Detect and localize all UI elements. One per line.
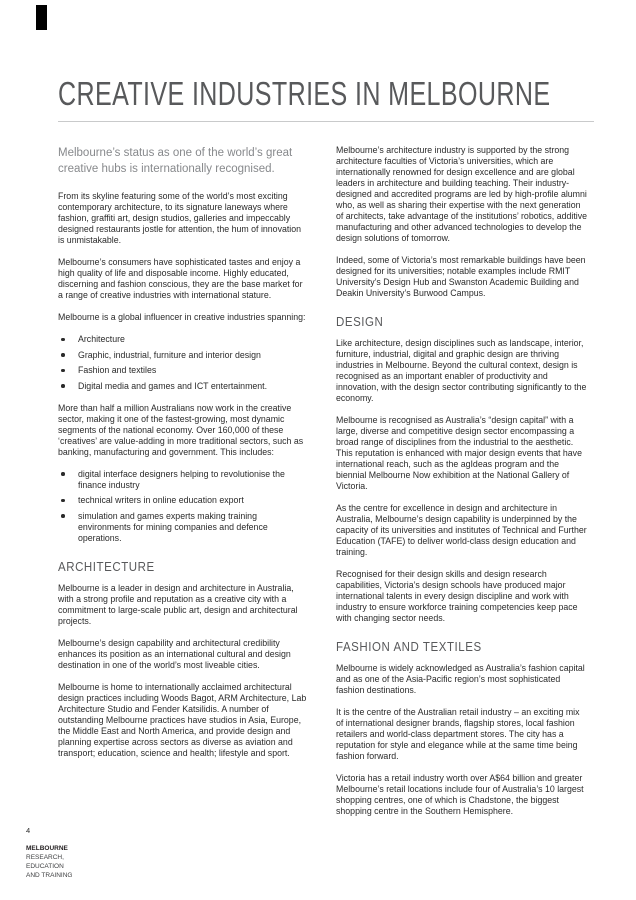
paragraph: More than half a million Australians now work in the creative sector, making it one of the fastest-growing, most dynamic segments of the national economy. Over 160,000 of these ‘creatives’ are value-adding in more traditional sectors, such as banking, manufacturing and government. This includes: bbox=[58, 402, 304, 457]
creatives-bullet-list bbox=[58, 469, 308, 544]
bullet-item: Digital media and games and ICT entertainment. bbox=[58, 381, 308, 392]
footer-brand-line: RESEARCH, bbox=[26, 854, 64, 861]
bullet-item: simulation and games experts making training environments for mining companies and defence operations. bbox=[58, 511, 308, 544]
section-heading-architecture: ARCHITECTURE bbox=[58, 559, 155, 574]
paragraph: Melbourne is home to internationally acclaimed architectural design practices including Woods Bagot, ARM Architecture, Lab Architecture Studio and Fender Katsilidis. A number of outstanding Melbourne practices have studios in Asia, Europe, the Middle East and North America, and provide design and planning expertise across sectors as diverse as aviation and transport; education, science and health; lifestyle and sport. bbox=[58, 681, 307, 758]
section-heading-fashion-textiles: FASHION AND TEXTILES bbox=[336, 640, 482, 654]
paragraph: Melbourne is widely acknowledged as Australia’s fashion capital and as one of the Asia-Pacific region’s most sophisticated fashion destinations. bbox=[336, 663, 585, 695]
footer-brand-line: EDUCATION bbox=[26, 863, 64, 870]
right-column bbox=[336, 145, 588, 828]
bullet-item: Graphic, industrial, furniture and interior design bbox=[58, 350, 308, 361]
paragraph: Melbourne’s consumers have sophisticated tastes and enjoy a high quality of life and disposable income. Highly educated, discerning and fashion conscious, they are the base market for a range of creative industries with international stature. bbox=[58, 257, 303, 300]
bullet-item: Architecture bbox=[58, 334, 308, 345]
left-column bbox=[58, 145, 308, 828]
bullet-item: technical writers in online education export bbox=[58, 495, 308, 506]
footer-brand-line: AND TRAINING bbox=[26, 872, 73, 879]
paragraph: Indeed, some of Victoria’s most remarkable buildings have been designed for its universities; notable examples include RMIT University’s Design Hub and Swanston Academic Building and Deakin University’s Burwood Campus. bbox=[336, 255, 586, 298]
page-number: 4 bbox=[26, 826, 31, 835]
industries-bullet-list bbox=[58, 334, 308, 392]
lead-paragraph: Melbourne’s status as one of the world’s great creative hubs is internationally recognised. bbox=[58, 147, 293, 175]
bullet-item: digital interface designers helping to revolutionise the finance industry bbox=[58, 469, 308, 491]
paragraph: Melbourne is recognised as Australia’s “design capital” with a large, diverse and competitive design sector encompassing a broad range of disciplines from the industrial to the aesthetic. This reputation is enhanced with major design events that have international reach, such as the agIdeas program and the biennial Melbourne Now exhibition at the National Gallery of Victoria. bbox=[336, 415, 582, 491]
footer-brand bbox=[26, 844, 72, 880]
two-column-content bbox=[58, 145, 594, 828]
title-divider-rule bbox=[58, 121, 594, 122]
paragraph: Melbourne is a leader in design and architecture in Australia, with a strong profile and reputation as a creative city with a commitment to large-scale public art, design and architectural projects. bbox=[58, 582, 298, 626]
footer-brand-line: MELBOURNE bbox=[26, 845, 68, 852]
paragraph: Melbourne’s architecture industry is supported by the strong architecture faculties of Victoria’s universities, which are internationally renowned for design excellence and are global leaders in architecture and building teaching. Their industry-designed and accredited programs are led by high-profile alumni who, as well as sharing their expertise with the next generation of architects, take advantage of the institutions’ robotics, additive manufacturing and other advanced technologies to develop the design solutions of tomorrow. bbox=[336, 145, 588, 243]
paragraph: Recognised for their design skills and design research capabilities, Victoria’s design schools have produced major international talents in every design discipline and work with industry to ensure workforce training competencies keep pace with changing sector needs. bbox=[336, 569, 578, 623]
paragraph: As the centre for excellence in design and architecture in Australia, Melbourne’s design capability is underpinned by the capacity of its universities and institutes of Technical and Further Education (TAFE) to deliver world-class design education and training. bbox=[336, 503, 587, 557]
page-footer bbox=[26, 826, 72, 880]
paragraph: Melbourne is a global influencer in creative industries spanning: bbox=[58, 312, 306, 322]
paragraph: From its skyline featuring some of the world’s most exciting contemporary architecture, to its signature laneways where fashion, graffiti art, design studios, galleries and impeccably designed restaurants jostle for attention, the hum of innovation is unmistakable. bbox=[58, 191, 302, 245]
section-heading-design: DESIGN bbox=[336, 315, 384, 329]
paragraph: Victoria has a retail industry worth over A$64 billion and greater Melbourne’s retail locations include four of Australia’s 10 largest shopping centres, one of which is Chadstone, the biggest shopping centre in the Southern Hemisphere. bbox=[336, 773, 584, 816]
page-title: CREATIVE INDUSTRIES IN MELBOURNE bbox=[58, 75, 551, 113]
paragraph: Melbourne’s design capability and architectural credibility enhances its position as an international cultural and design destination in one of the world’s most liveable cities. bbox=[58, 637, 291, 670]
corner-mark bbox=[36, 5, 47, 30]
bullet-item: Fashion and textiles bbox=[58, 365, 308, 376]
paragraph: It is the centre of the Australian retail industry – an exciting mix of international designer brands, flagship stores, local fashion retailers and world-class department stores. The city has a reputation for style and elegance while at the same time being fashion forward. bbox=[336, 707, 580, 761]
paragraph: Like architecture, design disciplines such as landscape, interior, furniture, industrial, digital and graphic design are thriving industries in Melbourne. Beyond the cultural context, design is recognised as an important enabler of productivity and innovation, with the design sector contributing significantly to the economy. bbox=[336, 338, 587, 403]
